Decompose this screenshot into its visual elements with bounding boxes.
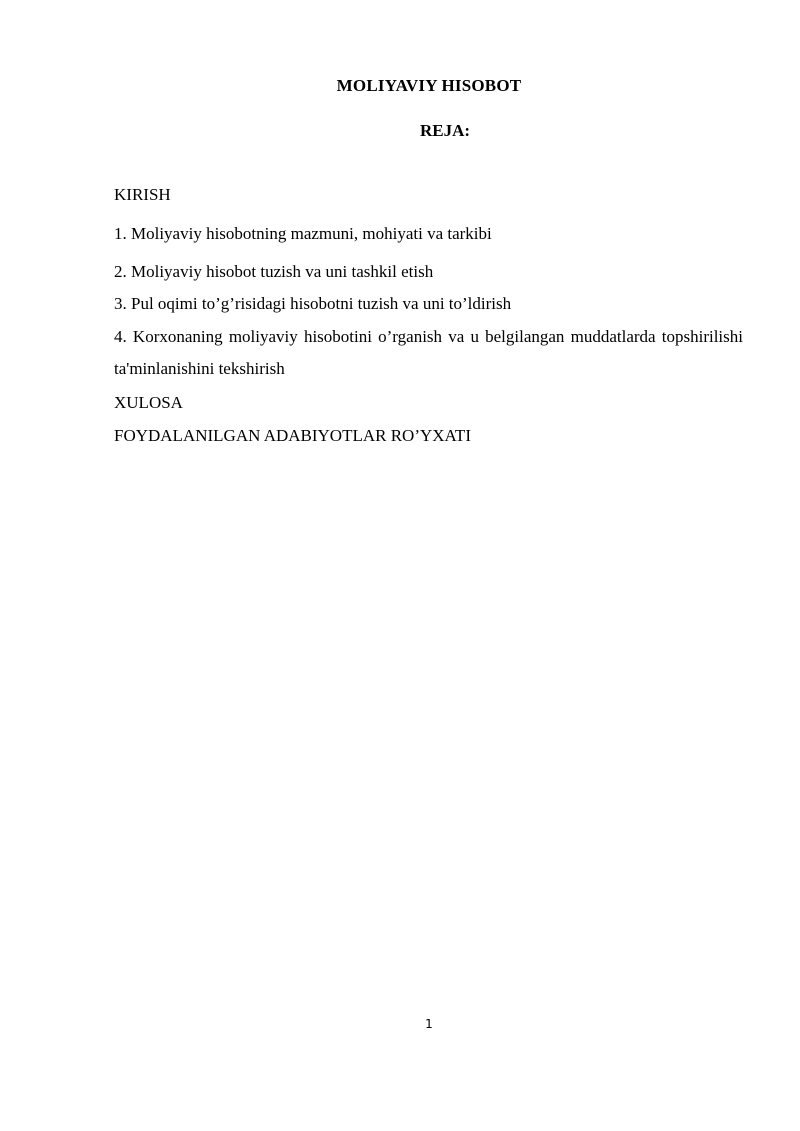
- plan-item-4: 4. Korxonaning moliyaviy hisobotini o’rganish va u belgilangan muddatlarda topshirilishi ta'minlanishini tekshirish: [114, 327, 743, 378]
- plan-item-2: 2. Moliyaviy hisobot tuzish va uni tashkil etish: [114, 262, 434, 281]
- plan-item-1: 1. Moliyaviy hisobotning mazmuni, mohiyati va tarkibi: [114, 224, 492, 243]
- plan-item-intro: KIRISH: [114, 185, 171, 204]
- plan-item-conclusion: XULOSA: [114, 393, 183, 412]
- page-number: 1: [425, 1017, 433, 1031]
- plan-item-references: FOYDALANILGAN ADABIYOTLAR RO’YXATI: [114, 426, 471, 445]
- document-title: MOLIYAVIY HISOBOT: [336, 76, 522, 95]
- plan-item-3: 3. Pul oqimi to’g’risidagi hisobotni tuzish va uni to’ldirish: [114, 294, 512, 313]
- plan-heading: REJA:: [420, 121, 471, 140]
